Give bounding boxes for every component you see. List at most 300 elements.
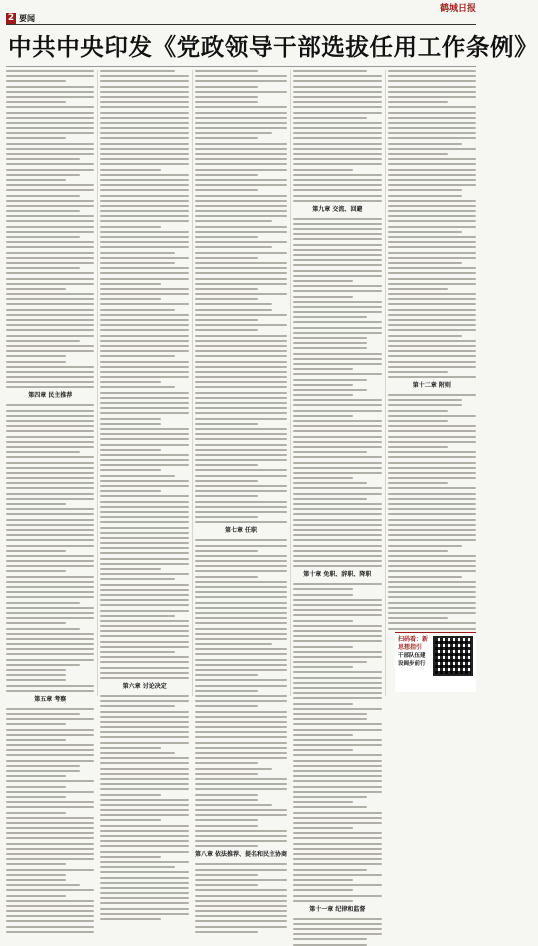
text-line (100, 241, 188, 243)
qr-code-icon[interactable] (433, 636, 473, 676)
text-line (100, 469, 160, 471)
text-line (388, 399, 462, 401)
text-line (6, 298, 94, 300)
text-line (6, 350, 94, 352)
text-line (195, 257, 258, 259)
text-line (100, 174, 188, 176)
text-line (293, 425, 381, 427)
text-line (6, 786, 66, 788)
text-line (100, 412, 188, 414)
text-line (100, 236, 188, 238)
text-line (195, 220, 272, 222)
text-line (388, 340, 476, 342)
text-line (6, 602, 80, 604)
text-line (195, 278, 287, 280)
text-line (388, 524, 476, 526)
text-line (195, 643, 272, 645)
text-line (100, 887, 188, 889)
qr-promo[interactable] (395, 632, 476, 692)
text-line (6, 770, 80, 772)
text-line (388, 467, 476, 469)
text-line (100, 361, 188, 363)
text-line (100, 490, 160, 492)
text-line (6, 910, 94, 912)
text-line (100, 392, 188, 394)
text-line (293, 280, 353, 282)
text-line (6, 926, 94, 928)
text-line (6, 112, 94, 114)
text-line (293, 233, 381, 235)
text-line (388, 200, 476, 202)
text-line (100, 112, 188, 114)
text-line (6, 848, 94, 850)
text-line (6, 729, 94, 731)
column-4 (290, 70, 381, 913)
text-line (6, 361, 66, 363)
text-line (100, 908, 188, 910)
text-line (195, 752, 287, 754)
text-line (6, 508, 94, 510)
text-line (6, 653, 94, 655)
text-line (293, 837, 381, 839)
text-line (100, 371, 188, 373)
text-line (195, 402, 287, 404)
text-line (195, 819, 258, 821)
text-line (293, 420, 381, 422)
text-line (100, 521, 188, 523)
text-line (293, 765, 381, 767)
text-line (388, 169, 476, 171)
text-line (293, 137, 381, 139)
text-line (100, 475, 174, 477)
text-line (6, 195, 80, 197)
text-line (6, 329, 94, 331)
text-line (195, 485, 287, 487)
text-line (100, 189, 188, 191)
text-line (388, 220, 476, 222)
text-line (100, 578, 174, 580)
text-line (388, 324, 476, 326)
text-line (6, 482, 94, 484)
text-line (195, 397, 287, 399)
text-line (293, 316, 367, 318)
text-line (6, 288, 66, 290)
text-line (195, 236, 258, 238)
column-1 (6, 70, 94, 703)
text-line (388, 283, 476, 285)
text-line (100, 428, 188, 430)
text-line (6, 638, 94, 640)
text-line (195, 521, 287, 523)
text-line (6, 345, 94, 347)
text-line (6, 607, 94, 609)
text-line (195, 418, 287, 420)
text-line (388, 545, 462, 547)
text-line (293, 661, 367, 663)
text-line (293, 687, 381, 689)
text-line (195, 915, 287, 917)
chapter-heading: 第八章 依法推荐、提名和民主协商 (194, 851, 288, 859)
text-line (100, 355, 174, 357)
text-line (388, 75, 476, 77)
text-line (6, 319, 94, 321)
text-line (388, 122, 476, 124)
text-line (388, 257, 476, 259)
text-line (388, 127, 476, 129)
text-line (100, 184, 188, 186)
column-3 (192, 70, 288, 859)
text-line (6, 837, 94, 839)
text-line (195, 695, 287, 697)
text-line (293, 895, 381, 897)
text-line (100, 711, 188, 713)
text-line (100, 552, 188, 554)
text-line (388, 132, 476, 134)
text-line (293, 692, 381, 694)
text-line (293, 534, 381, 536)
text-line (100, 845, 188, 847)
chapter-heading: 第十二章 附则 (412, 382, 451, 390)
text-line (6, 272, 94, 274)
text-line (293, 80, 381, 82)
chapter-heading: 第七章 任职 (224, 527, 258, 535)
text-line (100, 324, 188, 326)
text-line (100, 721, 188, 723)
text-line (195, 495, 258, 497)
chapter-heading: 第九章 交流、回避 (312, 205, 363, 213)
text-line (293, 301, 381, 303)
text-line (6, 122, 94, 124)
text-line (195, 788, 287, 790)
text-line (388, 226, 476, 228)
text-line (100, 778, 188, 780)
text-line (100, 726, 188, 728)
text-line (195, 648, 287, 650)
text-line (6, 467, 94, 469)
text-line (195, 659, 287, 661)
text-line (293, 640, 381, 642)
chapter-heading: 第十一章 纪律和监督 (309, 905, 366, 913)
text-line (195, 340, 287, 342)
text-line (293, 311, 381, 313)
text-line (100, 158, 188, 160)
text-line (6, 643, 94, 645)
text-line (100, 257, 188, 259)
text-line (100, 700, 188, 702)
text-line (388, 148, 476, 150)
text-line (6, 106, 94, 108)
text-line (6, 708, 94, 710)
text-line (195, 653, 287, 655)
text-line (388, 272, 476, 274)
text-line (195, 137, 258, 139)
text-line (293, 441, 381, 443)
text-line (388, 462, 476, 464)
text-line (293, 513, 381, 515)
article-body (6, 70, 476, 913)
text-line (293, 594, 353, 596)
text-line (100, 620, 188, 622)
text-line (388, 267, 476, 269)
text-line (195, 189, 258, 191)
text-line (388, 394, 476, 396)
text-line (293, 806, 367, 808)
text-line (100, 70, 174, 72)
text-line (293, 529, 381, 531)
text-line (6, 596, 94, 598)
text-line (6, 184, 94, 186)
text-line (195, 112, 287, 114)
text-line (293, 832, 381, 834)
text-line (6, 915, 94, 917)
text-line (100, 794, 160, 796)
text-line (195, 262, 287, 264)
text-line (100, 882, 188, 884)
text-line (100, 231, 188, 233)
text-line (6, 664, 80, 666)
top-info-line (6, 2, 476, 12)
text-line (388, 106, 476, 108)
text-line (388, 252, 476, 254)
text-line (388, 96, 476, 98)
text-line (100, 215, 188, 217)
text-line (388, 550, 448, 552)
text-line (293, 112, 381, 114)
text-line (6, 674, 66, 676)
text-line (6, 335, 94, 337)
text-line (293, 708, 381, 710)
text-line (293, 827, 353, 829)
text-line (195, 679, 287, 681)
text-line (293, 646, 353, 648)
text-line (6, 550, 66, 552)
chapter-heading: 第四章 民主推荐 (28, 392, 73, 400)
text-line (100, 96, 188, 98)
text-line (195, 586, 287, 588)
text-line (100, 444, 188, 446)
text-line (6, 827, 94, 829)
text-line (100, 169, 160, 171)
text-line (195, 506, 287, 508)
text-line (100, 288, 188, 290)
text-line (293, 101, 381, 103)
text-line (293, 238, 381, 240)
text-line (100, 902, 188, 904)
text-line (100, 773, 188, 775)
text-line (388, 477, 476, 479)
text-line (100, 495, 188, 497)
text-line (6, 560, 94, 562)
masthead: 鹤城日报 (439, 3, 476, 14)
text-line (6, 283, 94, 285)
text-line (195, 371, 287, 373)
text-line (100, 106, 188, 108)
text-line (293, 938, 367, 940)
text-line (388, 508, 476, 510)
text-line (195, 794, 258, 796)
text-line (388, 91, 476, 93)
text-line (100, 615, 174, 617)
text-line (100, 742, 188, 744)
text-line (6, 576, 94, 578)
text-line (6, 817, 94, 819)
text-line (195, 283, 287, 285)
text-line (100, 804, 188, 806)
text-line (293, 923, 381, 925)
text-line (293, 189, 381, 191)
text-line (293, 264, 381, 266)
text-line (100, 80, 188, 82)
text-line (388, 607, 476, 609)
text-line (293, 550, 381, 552)
text-line (6, 760, 94, 762)
text-line (6, 780, 94, 782)
text-line (6, 713, 80, 715)
text-line (100, 148, 188, 150)
text-line (388, 410, 448, 412)
text-line (6, 581, 94, 583)
text-line (100, 397, 188, 399)
text-line (388, 519, 476, 521)
text-line (100, 731, 188, 733)
text-line (293, 477, 353, 479)
text-line (195, 381, 287, 383)
text-line (195, 75, 287, 77)
text-line (293, 614, 381, 616)
text-line (293, 451, 367, 453)
text-line (293, 430, 381, 432)
text-line (100, 122, 188, 124)
text-line (195, 169, 287, 171)
text-line (293, 259, 381, 261)
text-line (100, 568, 160, 570)
text-line (6, 529, 94, 531)
text-line (6, 534, 94, 536)
text-line (195, 309, 272, 311)
text-line (388, 184, 476, 186)
section-name: 要闻 (19, 14, 35, 23)
text-line (388, 415, 476, 417)
text-line (293, 249, 381, 251)
text-line (195, 869, 287, 871)
text-line (100, 705, 174, 707)
text-line (195, 438, 287, 440)
text-line (293, 651, 381, 653)
text-line (195, 711, 287, 713)
text-line (100, 506, 188, 508)
text-line (293, 321, 381, 323)
text-line (293, 394, 353, 396)
text-line (100, 86, 188, 88)
promo-text (398, 636, 429, 689)
text-line (388, 376, 476, 378)
text-line (6, 628, 80, 630)
text-line (293, 223, 381, 225)
text-line (6, 158, 80, 160)
text-line (6, 775, 66, 777)
text-line (6, 633, 94, 635)
text-line (293, 620, 353, 622)
text-line (195, 783, 287, 785)
text-line (100, 433, 188, 435)
text-line (100, 127, 188, 129)
text-line (388, 503, 476, 505)
text-line (6, 718, 94, 720)
text-line (100, 825, 188, 827)
chapter-heading: 第六章 讨论决定 (122, 682, 167, 690)
text-line (293, 666, 353, 668)
text-line (195, 376, 287, 378)
text-line (293, 218, 381, 220)
text-line (6, 723, 66, 725)
text-line (100, 262, 174, 264)
text-line (195, 428, 287, 430)
text-line (195, 319, 258, 321)
text-line (388, 612, 476, 614)
text-line (388, 117, 476, 119)
text-line (293, 545, 381, 547)
text-line (100, 558, 188, 560)
text-line (100, 210, 188, 212)
text-line (293, 174, 381, 176)
text-line (293, 353, 381, 355)
text-line (100, 220, 188, 222)
text-line (388, 210, 476, 212)
text-line (195, 721, 287, 723)
text-line (6, 267, 80, 269)
text-line (388, 446, 448, 448)
text-line (100, 527, 188, 529)
text-line (6, 436, 94, 438)
text-line (100, 584, 188, 586)
text-line (100, 851, 188, 853)
text-line (195, 127, 287, 129)
text-line (388, 498, 476, 500)
text-line (100, 298, 160, 300)
text-line (6, 555, 94, 557)
text-line (195, 602, 287, 604)
text-line (293, 373, 381, 375)
text-line (100, 485, 188, 487)
text-line (293, 729, 381, 731)
text-line (195, 596, 287, 598)
text-line (388, 628, 476, 630)
text-line (6, 900, 94, 902)
text-line (388, 345, 476, 347)
text-line (195, 386, 287, 388)
text-line (293, 754, 381, 756)
text-line (195, 874, 258, 876)
text-line (6, 441, 94, 443)
text-line (6, 565, 94, 567)
chapter-heading: 第十章 免职、辞职、降职 (303, 571, 372, 579)
text-line (195, 501, 287, 503)
text-line (6, 869, 94, 871)
text-line (100, 163, 188, 165)
text-line (195, 757, 287, 759)
text-line (293, 332, 381, 334)
text-line (195, 879, 287, 881)
text-line (6, 117, 94, 119)
text-line (100, 641, 188, 643)
text-line (195, 329, 258, 331)
text-line (6, 612, 94, 614)
text-line (100, 768, 188, 770)
text-line (195, 845, 258, 847)
text-line (100, 117, 188, 119)
text-line (6, 679, 66, 681)
text-line (6, 690, 94, 692)
